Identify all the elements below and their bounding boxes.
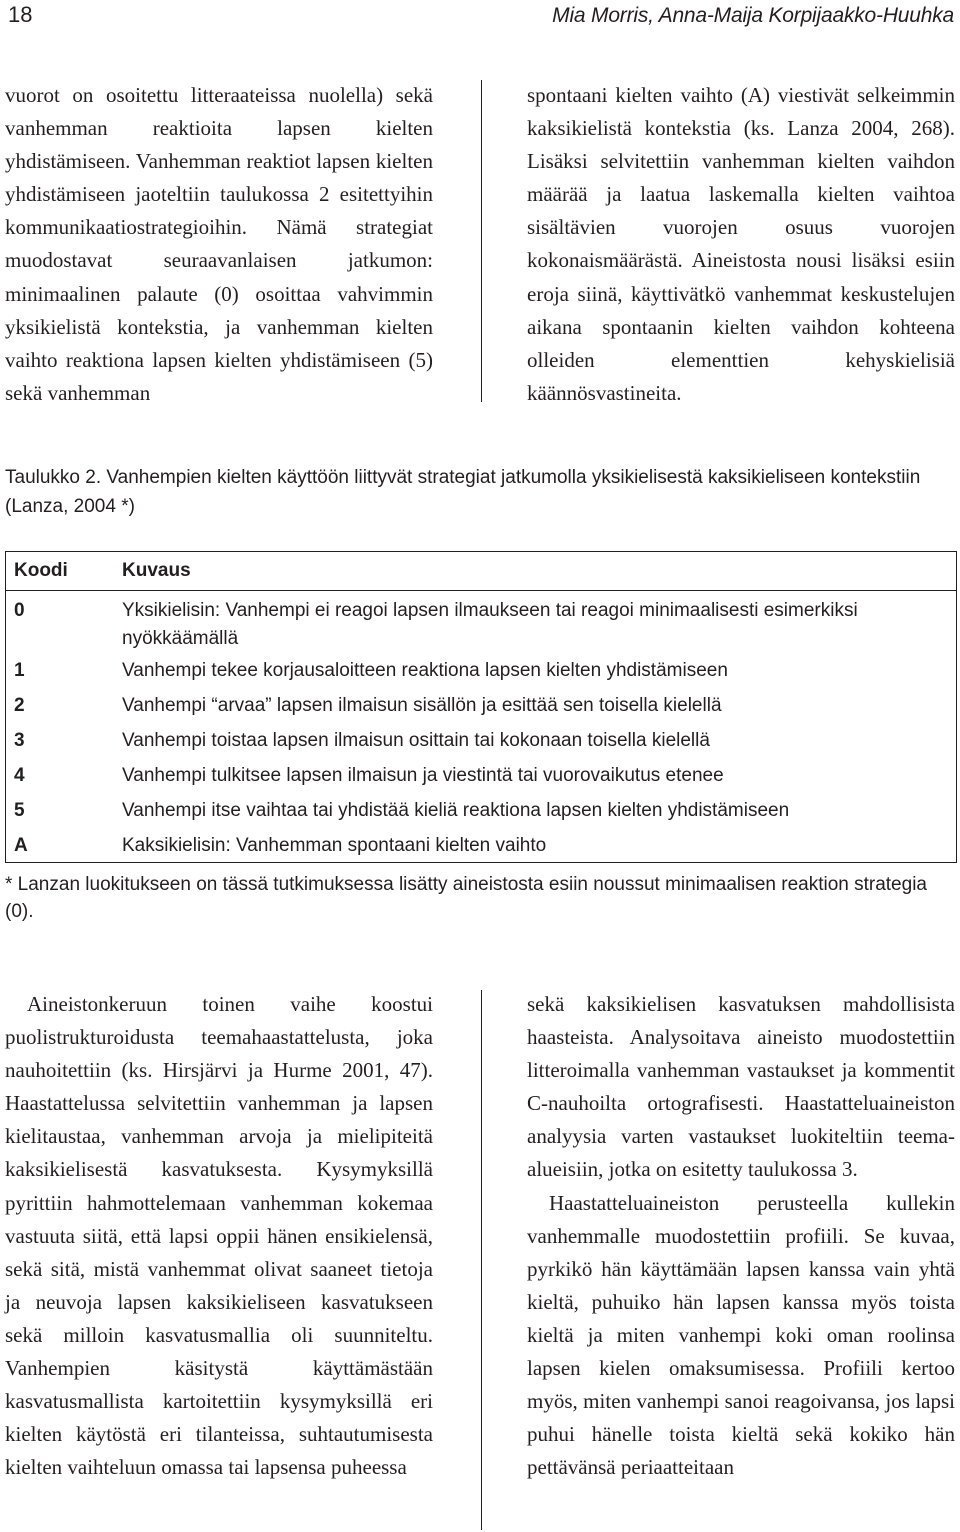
table-row <box>6 688 956 723</box>
table-footnote: * Lanzan luokitukseen on tässä tutkimuksessa lisätty aineistosta esiin noussut minimaalisen reaktion strategia (0). <box>5 874 927 922</box>
page-number: 18 <box>8 2 33 27</box>
paragraph: sekä kaksikielisen kasvatuksen mahdollisista haasteista. Analysoitava aineisto muodostettiin litteroimalla vanhemman vastaukset ja kommentit C-nauhoilta ortografisesti. Haastatteluaineiston analyysia varten vastaukset luokiteltiin teema-alueisiin, jotka on esitetty taulukossa 3. <box>527 992 955 1182</box>
table-cell-code: 0 <box>14 600 25 621</box>
body-text-top-right: spontaani kielten vaihto (A) viestivät selkeimmin kaksikielistä kontekstia (ks. Lanza 2004, 268). Lisäksi selvitettiin vanhemman kielten vaihdon määrää ja laatua laskemalla kielten vaihtoa sisältävien vuorojen osuus vuorojen kokonaismäärästä. Aineistosta nousi lisäksi esiin eroja siinä, käyttivätkö vanhemmat keskustelujen aikana spontaanin kielten vaihdon kohteena olleiden elementtien kehyskielisiä käännösvastineita. <box>527 83 955 405</box>
table-cell-description: Yksikielisin: Vanhempi ei reagoi lapsen ilmaukseen tai reagoi minimaalisesti esimerkiksi nyökkäämällä <box>122 600 858 649</box>
running-header-authors: Mia Morris, Anna-Maija Korpijaakko-Huuhka <box>552 4 954 27</box>
table-header-description: Kuvaus <box>122 552 956 591</box>
column-divider-top <box>481 80 482 402</box>
table-cell-code: A <box>14 835 28 856</box>
table-cell-code: 1 <box>14 660 25 681</box>
table-row <box>6 653 956 688</box>
table-cell-description: Vanhempi “arvaa” lapsen ilmaisun sisällön ja esittää sen toisella kielellä <box>122 695 722 716</box>
column-divider-bottom <box>481 990 482 1530</box>
table-cell-description: Vanhempi tulkitsee lapsen ilmaisun ja viestintä tai vuorovaikutus etenee <box>122 765 724 786</box>
table-cell-code: 5 <box>14 800 25 821</box>
table-header-row <box>6 552 956 591</box>
table-cell-code: 4 <box>14 765 25 786</box>
table-cell-code: 3 <box>14 730 25 751</box>
table-cell-description: Vanhempi toistaa lapsen ilmaisun osittain tai kokonaan toisella kielellä <box>122 730 710 751</box>
table-caption: Taulukko 2. Vanhempien kielten käyttöön liittyvät strategiat jatkumolla yksikielisestä kaksikieliseen kontekstiin (Lanza, 2004 *) <box>5 467 921 517</box>
table-cell-description: Vanhempi tekee korjausaloitteen reaktiona lapsen kielten yhdistämiseen <box>122 660 728 681</box>
table-cell-code: 2 <box>14 695 25 716</box>
body-text-top-left: vuorot on osoitettu litteraateissa nuolella) sekä vanhemman reaktioita lapsen kielten yhdistämiseen. Vanhemman reaktiot lapsen kielten yhdistämiseen jaoteltiin taulukossa 2 esitettyihin kommunikaatiostrategioihin. Nämä strategiat muodostavat seuraavanlaisen jatkumon: minimaalinen palaute (0) osoittaa vahvimmin yksikielistä kontekstia, ja vanhemman kielten vaihto reaktiona lapsen kielten yhdistämiseen (5) sekä vanhemman <box>5 83 433 405</box>
body-text-bottom-left <box>5 988 433 1484</box>
strategy-table <box>5 551 957 863</box>
table-row <box>6 591 956 654</box>
table-row <box>6 723 956 758</box>
paragraph: Haastatteluaineiston perusteella kullekin vanhemmalle muodostettiin profiili. Se kuvaa, pyrkikö hän käyttämään lapsen kanssa vain yhtä kieltä, puhuiko hän lapsen kanssa myös toista kieltä ja miten vanhempi koki oman roolinsa lapsen kielen omaksumisessa. Profiili kertoo myös, miten vanhempi sanoi reagoivansa, jos lapsi puhui hänelle toista kieltä sekä kokiko hän pettävänsä periaatteitaan <box>527 1190 955 1480</box>
table-cell-description: Vanhempi itse vaihtaa tai yhdistää kieliä reaktiona lapsen kielten yhdistämiseen <box>122 800 790 821</box>
table-row <box>6 828 956 863</box>
table-cell-description: Kaksikielisin: Vanhemman spontaani kielten vaihto <box>122 835 547 856</box>
table-row <box>6 793 956 828</box>
table-row <box>6 758 956 793</box>
paragraph: Aineistonkeruun toinen vaihe koostui puolistrukturoidusta teemahaastattelusta, joka nauhoitettiin (ks. Hirsjärvi ja Hurme 2001, 47). Haastattelussa selvitettiin vanhemman ja lapsen kielitaustaa, vanhemman arvoja ja mielipiteitä kaksikielisestä kasvatuksesta. Kysymyksillä pyrittiin hahmottelemaan vanhemman kokemaa vastuuta siitä, että lapsi oppii hänen ensikielensä, sekä sitä, mistä vanhemmat olivat saaneet tietoja ja neuvoja lapsen kaksikieliseen kasvatukseen sekä milloin kasvatusmallia oli suunniteltu. Vanhempien käsitystä käyttämästään kasvatusmallista kartoitettiin kysymyksillä eri kielten käytöstä eri tilanteissa, suhtautumisesta kielten vaihteluun omassa tai lapsensa puheessa <box>5 992 433 1480</box>
body-text-bottom-right <box>527 988 955 1484</box>
table-header-code: Koodi <box>6 552 122 591</box>
